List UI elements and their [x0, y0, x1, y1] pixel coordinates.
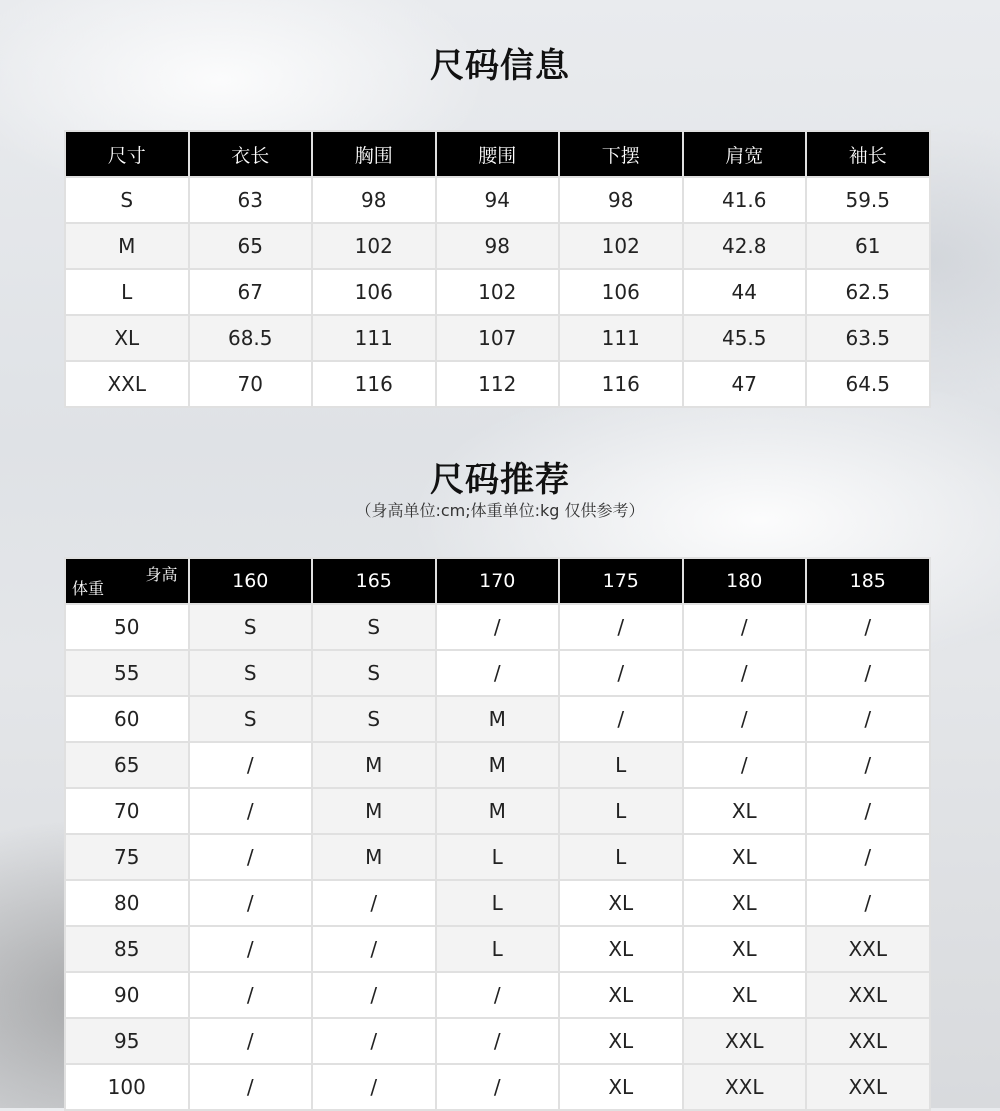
size-recommend-cell: /: [806, 834, 930, 880]
corner-cell: [65, 558, 189, 604]
size-recommend-cell: XL: [559, 926, 683, 972]
header-shoulder: 肩宽: [683, 131, 807, 177]
size-recommend-cell: L: [436, 834, 560, 880]
measurement-cell: 47: [683, 361, 807, 407]
size-recommend-cell: /: [312, 1018, 436, 1064]
height-header: 175: [559, 558, 683, 604]
weight-cell: 70: [65, 788, 189, 834]
size-recommend-cell: /: [559, 696, 683, 742]
size-recommend-cell: XL: [683, 788, 807, 834]
size-recommend-cell: /: [806, 696, 930, 742]
weight-cell: 55: [65, 650, 189, 696]
size-recommend-cell: /: [683, 650, 807, 696]
table-row: [65, 177, 930, 223]
table-row: [65, 315, 930, 361]
height-header: 170: [436, 558, 560, 604]
corner-weight-label: 体重: [72, 579, 105, 598]
size-label-cell: S: [65, 177, 189, 223]
weight-cell: 75: [65, 834, 189, 880]
size-recommend-cell: S: [189, 650, 313, 696]
table-header-row: [65, 131, 930, 177]
size-recommend-cell: /: [189, 788, 313, 834]
size-recommend-cell: XL: [559, 1018, 683, 1064]
measurement-cell: 98: [436, 223, 560, 269]
size-recommend-cell: L: [559, 788, 683, 834]
size-recommend-cell: /: [189, 1064, 313, 1110]
size-recommend-cell: XL: [683, 926, 807, 972]
table-row: [65, 1018, 930, 1064]
size-recommend-cell: XXL: [683, 1064, 807, 1110]
header-waist: 腰围: [436, 131, 560, 177]
weight-cell: 100: [65, 1064, 189, 1110]
weight-cell: 65: [65, 742, 189, 788]
size-recommend-cell: XXL: [806, 972, 930, 1018]
measurement-cell: 61: [806, 223, 930, 269]
table-row: [65, 742, 930, 788]
weight-cell: 85: [65, 926, 189, 972]
weight-cell: 95: [65, 1018, 189, 1064]
size-recommend-cell: /: [189, 972, 313, 1018]
measurement-cell: 65: [189, 223, 313, 269]
corner-height-label: 身高: [145, 565, 178, 584]
measurement-cell: 106: [559, 269, 683, 315]
size-recommend-cell: /: [189, 880, 313, 926]
size-recommend-cell: L: [559, 742, 683, 788]
weight-cell: 60: [65, 696, 189, 742]
size-recommend-cell: /: [683, 742, 807, 788]
table-row: [65, 1064, 930, 1110]
size-recommend-cell: XXL: [806, 1064, 930, 1110]
size-recommend-cell: /: [312, 880, 436, 926]
table-row: [65, 926, 930, 972]
measurement-cell: 106: [312, 269, 436, 315]
measurement-cell: 59.5: [806, 177, 930, 223]
size-recommend-cell: S: [189, 696, 313, 742]
size-recommend-cell: /: [436, 1018, 560, 1064]
measurement-cell: 41.6: [683, 177, 807, 223]
table-row: [65, 788, 930, 834]
height-header: 180: [683, 558, 807, 604]
table-header-row: [65, 558, 930, 604]
table-row: [65, 972, 930, 1018]
header-sleeve: 袖长: [806, 131, 930, 177]
size-recommend-cell: /: [312, 972, 436, 1018]
measurement-cell: 63.5: [806, 315, 930, 361]
size-recommend-cell: /: [806, 880, 930, 926]
size-recommend-cell: XL: [559, 880, 683, 926]
measurement-cell: 63: [189, 177, 313, 223]
size-recommend-cell: S: [312, 650, 436, 696]
size-recommend-cell: XL: [683, 880, 807, 926]
measurement-cell: 64.5: [806, 361, 930, 407]
size-info-table: [64, 130, 931, 408]
size-recommend-cell: M: [436, 788, 560, 834]
size-recommend-cell: M: [436, 696, 560, 742]
size-recommend-cell: /: [436, 650, 560, 696]
measurement-cell: 102: [559, 223, 683, 269]
table-row: [65, 269, 930, 315]
size-label-cell: XXL: [65, 361, 189, 407]
size-recommend-cell: /: [436, 972, 560, 1018]
measurement-cell: 102: [312, 223, 436, 269]
size-recommend-cell: XXL: [806, 926, 930, 972]
size-info-title: 尺码信息: [430, 46, 570, 86]
table-row: [65, 604, 930, 650]
size-recommend-cell: /: [559, 650, 683, 696]
size-recommend-cell: S: [312, 696, 436, 742]
height-header: 160: [189, 558, 313, 604]
size-recommend-cell: /: [806, 788, 930, 834]
size-recommend-cell: XXL: [806, 1018, 930, 1064]
measurement-cell: 98: [312, 177, 436, 223]
size-recommend-cell: /: [806, 650, 930, 696]
measurement-cell: 116: [312, 361, 436, 407]
weight-cell: 80: [65, 880, 189, 926]
size-recommend-table: [64, 557, 931, 1111]
measurement-cell: 62.5: [806, 269, 930, 315]
measurement-cell: 42.8: [683, 223, 807, 269]
size-recommend-cell: XL: [559, 972, 683, 1018]
size-recommend-cell: /: [683, 604, 807, 650]
table-row: [65, 696, 930, 742]
table-row: [65, 223, 930, 269]
measurement-cell: 68.5: [189, 315, 313, 361]
table-row: [65, 834, 930, 880]
table-row: [65, 361, 930, 407]
height-header: 185: [806, 558, 930, 604]
size-recommend-cell: XL: [683, 834, 807, 880]
size-recommend-cell: XL: [559, 1064, 683, 1110]
measurement-cell: 107: [436, 315, 560, 361]
size-label-cell: XL: [65, 315, 189, 361]
table-row: [65, 880, 930, 926]
size-recommend-cell: M: [312, 788, 436, 834]
size-recommend-cell: /: [189, 834, 313, 880]
size-recommend-cell: /: [436, 604, 560, 650]
table-row: [65, 650, 930, 696]
size-recommend-title: 尺码推荐: [430, 460, 570, 500]
measurement-cell: 45.5: [683, 315, 807, 361]
size-recommend-cell: S: [189, 604, 313, 650]
size-label-cell: M: [65, 223, 189, 269]
size-label-cell: L: [65, 269, 189, 315]
measurement-cell: 44: [683, 269, 807, 315]
size-recommend-cell: /: [312, 926, 436, 972]
size-recommend-cell: L: [559, 834, 683, 880]
size-recommend-cell: L: [436, 880, 560, 926]
measurement-cell: 112: [436, 361, 560, 407]
size-recommend-cell: /: [436, 1064, 560, 1110]
size-recommend-cell: /: [806, 742, 930, 788]
size-recommend-cell: /: [806, 604, 930, 650]
height-header: 165: [312, 558, 436, 604]
size-recommend-cell: M: [312, 742, 436, 788]
header-size: 尺寸: [65, 131, 189, 177]
header-length: 衣长: [189, 131, 313, 177]
size-recommend-cell: /: [189, 1018, 313, 1064]
measurement-cell: 111: [312, 315, 436, 361]
size-recommend-cell: L: [436, 926, 560, 972]
size-recommend-cell: /: [189, 926, 313, 972]
size-recommend-cell: M: [312, 834, 436, 880]
measurement-cell: 111: [559, 315, 683, 361]
measurement-cell: 94: [436, 177, 560, 223]
measurement-cell: 98: [559, 177, 683, 223]
measurement-cell: 102: [436, 269, 560, 315]
size-recommend-cell: /: [312, 1064, 436, 1110]
size-recommend-cell: M: [436, 742, 560, 788]
size-recommend-cell: /: [683, 696, 807, 742]
size-recommend-cell: XXL: [683, 1018, 807, 1064]
measurement-cell: 70: [189, 361, 313, 407]
header-hem: 下摆: [559, 131, 683, 177]
measurement-cell: 116: [559, 361, 683, 407]
size-recommend-cell: XL: [683, 972, 807, 1018]
header-chest: 胸围: [312, 131, 436, 177]
size-recommend-note: （身高单位:cm;体重单位:kg 仅供参考）: [355, 501, 645, 520]
size-recommend-cell: /: [559, 604, 683, 650]
weight-cell: 90: [65, 972, 189, 1018]
size-recommend-cell: /: [189, 742, 313, 788]
size-recommend-cell: S: [312, 604, 436, 650]
weight-cell: 50: [65, 604, 189, 650]
measurement-cell: 67: [189, 269, 313, 315]
